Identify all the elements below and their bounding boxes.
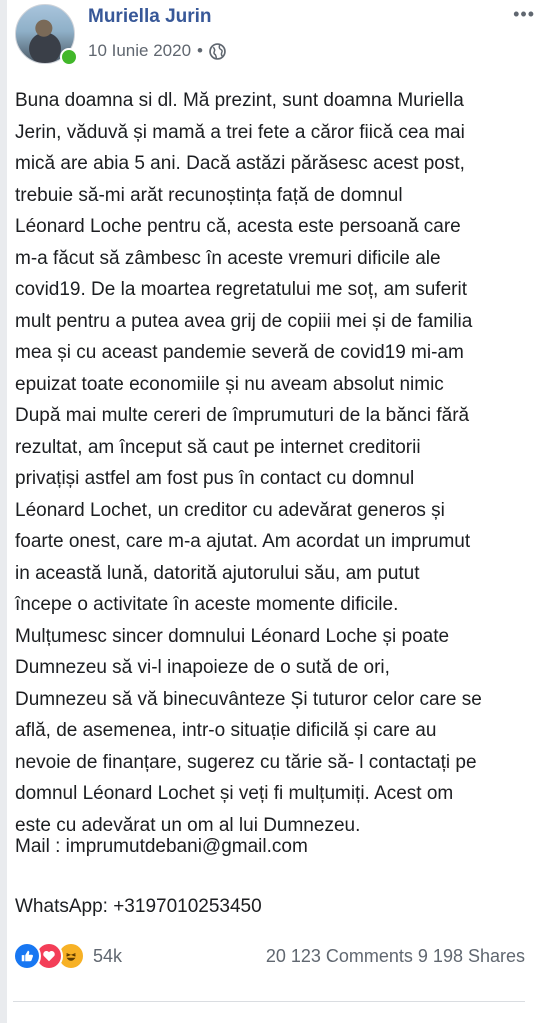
reaction-count: 54k [93,945,123,966]
author-name[interactable]: Muriella Jurin [88,6,212,27]
post-mail-line: Mail : imprumutdebani@gmail.com [15,836,308,857]
more-options-icon[interactable]: ••• [513,4,535,24]
globe-icon[interactable] [209,43,226,60]
post-header [15,4,535,68]
post-whatsapp-line: WhatsApp: +3197010253450 [15,896,262,917]
post-date[interactable]: 10 Iunie 2020 [88,41,192,60]
reaction-summary[interactable] [13,942,122,970]
reactions-bar [13,940,525,972]
comments-shares-count[interactable]: 20 123 Comments 9 198 Shares [265,945,525,966]
post-text: Buna doamna si dl. Mă prezint, sunt doamna Muriella Jerin, văduvă și mamă a trei fete a căror fiică cea mai mică are abia 5 ani. Dacă astăzi părăsesc acest post, trebuie să-mi arăt recunoștința față de domnul Léonard Loche pentru că, acesta este persoană care m-a făcut să zâmbesc în aceste vremuri dificile ale covid19. De la moartea regretatului me soț, am suferit mult pentru a putea avea grij de copiii mei și de familia mea și cu aceast pandemie severă de covid19 mi-am epuizat toate economiile și nu aveam absolut nimic După mai multe cereri de împrumuturi de la bănci fără rezultat, am început să caut pe internet creditorii privațiși astfel am fost pus în contact cu domnul Léonard Lochet, un creditor cu adevărat generos și foarte onest, care m-a ajutat. Am acordat un imprumut in această lună, datorită ajutorului său, am putut începe o activitate în aceste momente dificile. Mulțumesc sincer domnului Léonard Loche și poate Dumnezeu să vi-l inapoieze de o sută de ori, Dumnezeu să vă binecuvânteze Și tuturor celor care se află, de asemenea, intr-o situație dificilă și care au nevoie de finanțare, sugerez cu tărie să- l contactați pe domnul Léonard Lochet și veți fi mulțumiți. Acest om este cu adevărat un om al lui Dumnezeu. [15,90,482,836]
divider [13,1001,525,1002]
post-meta [88,41,226,61]
like-icon [13,942,41,970]
online-status-dot [60,48,78,66]
left-edge-strip [0,0,7,1023]
meta-separator: • [197,41,203,60]
